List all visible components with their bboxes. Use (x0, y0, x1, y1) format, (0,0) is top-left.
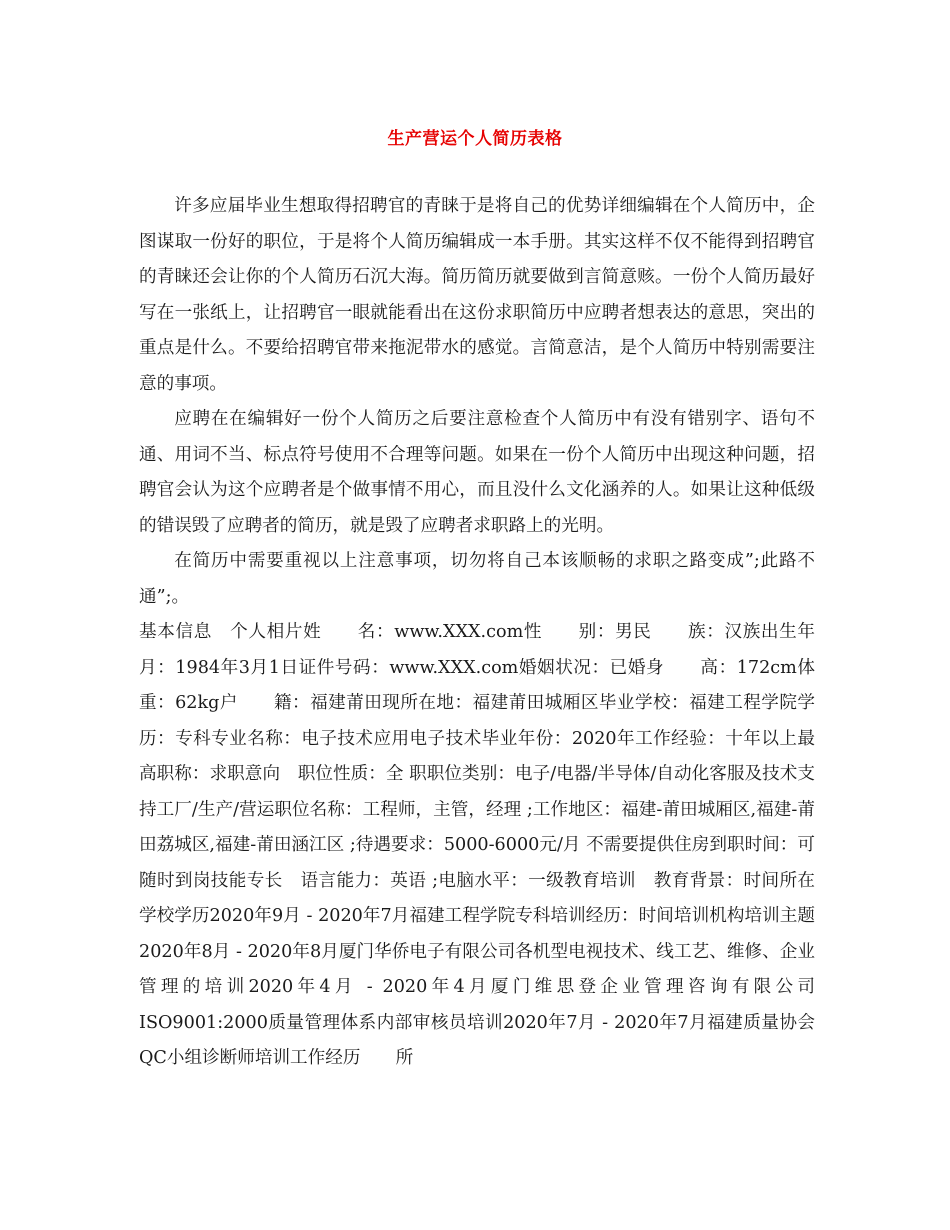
document-title: 生产营运个人简历表格 (387, 129, 563, 149)
document-body (139, 189, 851, 1077)
paragraph-intro: 许多应届毕业生想取得招聘官的青睐于是将自己的优势详细编辑在个人简历中，企图谋取一份好的职位，于是将个人简历编辑成一本手册。其实这样不仅不能得到招聘官的青睐还会让你的个人简历石沉大海。简历简历就要做到言简意赅。一份个人简历最好写在一张纸上，让招聘官一眼就能看出在这份求职简历中应聘者想表达的意思，突出的重点是什么。不要给招聘官带来拖泥带水的感觉。言简意洁，是个人简历中特别需要注意的事项。 (139, 196, 815, 394)
resume-info-block: 基本信息 个人相片姓 名：www.XXX.com性 别：男民 族：汉族出生年月：1984年3月1日证件号码：www.XXX.com婚姻状况：已婚身 高：172cm体重：62kg户 籍：福建莆田现所在地：福建莆田城厢区毕业学校：福建工程学院学 历：专科专业名称：电子技术应用电子技术毕业年份：2020年工作经验：十年以上最高职称：求职意向 职位性质：全 职职位类别：电子/电器/半导体/自动化客服及技术支持工厂/生产/营运职位名称：工程师，主管，经理 ;工作地区：福建-莆田城厢区,福建-莆田荔城区,福建-莆田涵江区 ;待遇要求：5000-6000元/月 不需要提供住房到职时间：可随时到岗技能专长 语言能力：英语 ;电脑水平：一级教育培训 教育背景：时间所在学校学历2020年9月 - 2020年7月福建工程学院专科培训经历：时间培训机构培训主题2020年8月 - 2020年8月厦门华侨电子有限公司各机型电视技术、线工艺、维修、企业管理的培训2020年4月 - 2020年4月厦门维思登企业管理咨询有限公司ISO9001:2000质量管理体系内部审核员培训2020年7月 - 2020年7月福建质量协会QC小组诊断师培训工作经历 所 (139, 622, 851, 1068)
paragraph-proofreading: 应聘在在编辑好一份个人简历之后要注意检查个人简历中有没有错别字、语句不通、用词不当、标点符号使用不合理等问题。如果在一份个人简历中出现这种问题，招聘官会认为这个应聘者是个做事情不用心，而且没什么文化涵养的人。如果让这种低级的错误毁了应聘者的简历，就是毁了应聘者求职路上的光明。 (139, 409, 815, 536)
paragraph-conclusion: 在简历中需要重视以上注意事项，切勿将自己本该顺畅的求职之路变成”;此路不通”;。 (139, 551, 815, 607)
